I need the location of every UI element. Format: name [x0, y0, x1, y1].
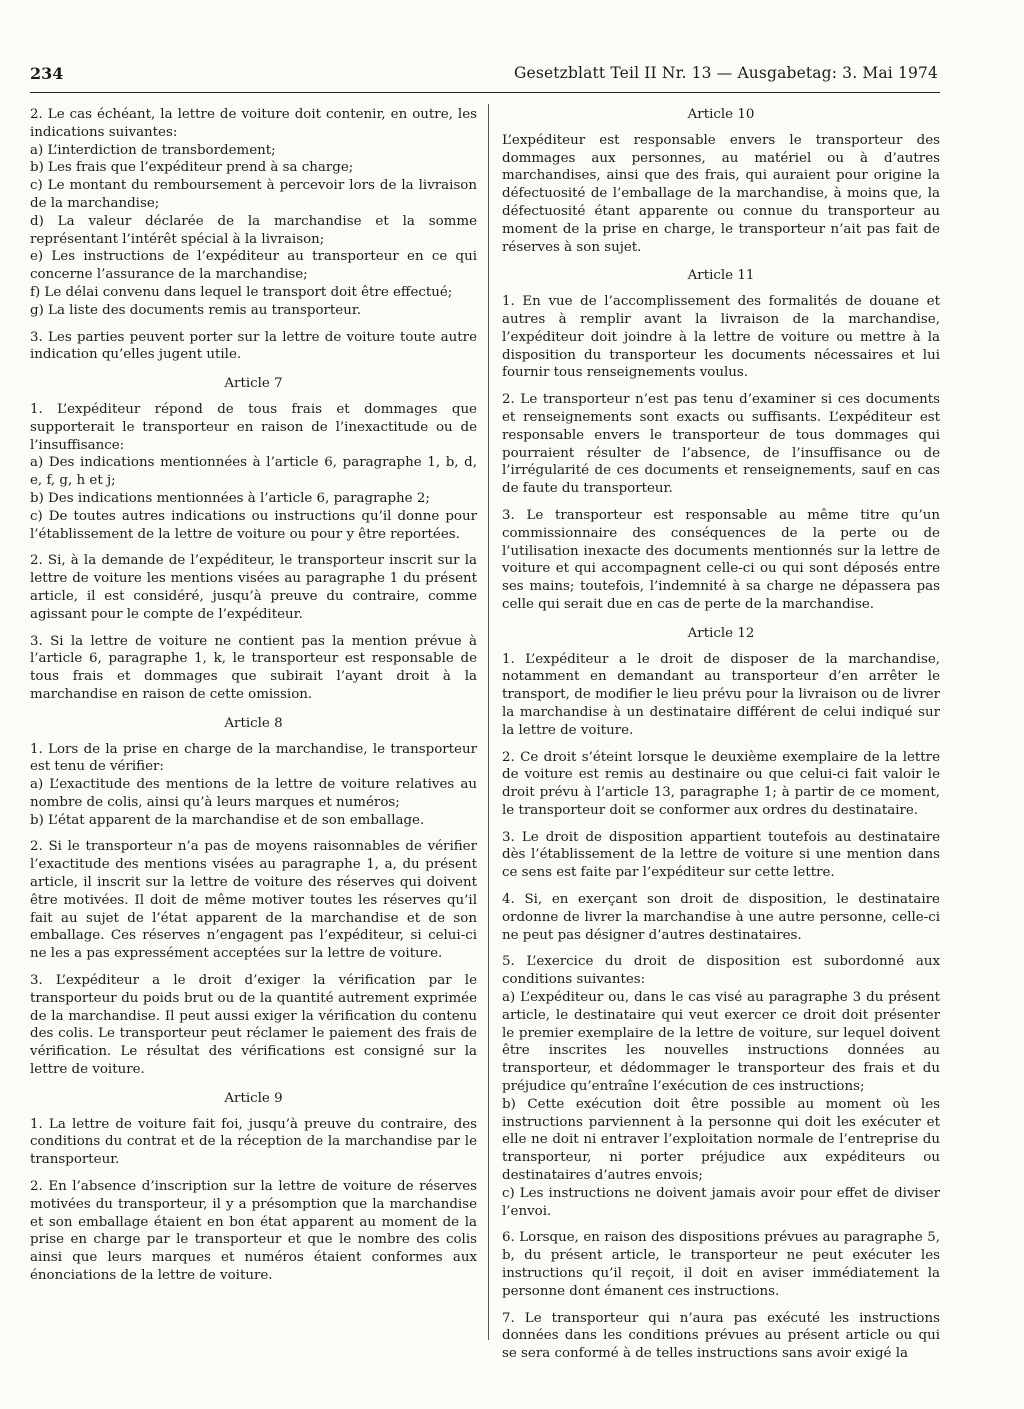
art8-p2: 2. Si le transporteur n’a pas de moyens raisonnables de vérifier l’exactitude des mentions visées au paragraphe 1, a, du présent article, il inscrit sur la lettre de voiture des réserves qui doivent être motivées. Il doit de même motiver toutes les réserves qu’il fait au sujet de l’état apparent de la marchandise et de son emballage. Ces réserves n’engagent pas l’expéditeur, si celui-ci ne les a pas expressément acceptées sur la lettre de voiture.	[30, 839, 477, 962]
art10-p1: L’expéditeur est responsable envers le transporteur des dommages aux personnes, au matériel ou à d’autres marchandises, ainsi que des frais, qui auraient pour origine la défectuosité de l’emballage de la marchandise, à moins que, la défectuosité étant apparente ou connue du transporteur au moment de la prise en charge, le transporteur n’ait pas fait de réserves à son sujet.	[502, 132, 940, 255]
article-7-title: Article 7	[224, 376, 283, 392]
art7-p1: 1. L’expéditeur répond de tous frais et dommages que supporterait le transporteur en raison de l’inexactitude ou de l’insuffisance:	[30, 401, 477, 453]
column-divider	[488, 104, 489, 1340]
art9-p2: 2. En l’absence d’inscription sur la lettre de voiture de réserves motivées du transporteur, il y a présomption que la marchandise et son emballage étaient en bon état apparent au moment de la prise en charge par le transporteur et que le nombre des colis ainsi que leurs marques et numéros étaient conformes aux énonciations de la lettre de voiture.	[30, 1179, 477, 1284]
page-header	[30, 62, 940, 93]
article-11-title: Article 11	[687, 268, 755, 284]
art12-p5-item-c: c) Les instructions ne doivent jamais avoir pour effet de diviser l’envoi.	[502, 1185, 940, 1219]
art6-p2-item-e: e) Les instructions de l’expéditeur au transporteur en ce qui concerne l’assurance de la marchandise;	[30, 249, 477, 283]
art11-p3: 3. Le transporteur est responsable au même titre qu’un commissionnaire des conséquences de la perte ou de l’utilisation inexacte des documents mentionnés sur la lettre de voiture et qui accompagnent celle-ci ou qui sont déposés entre ses mains; toutefois, l’indemnité à sa charge ne dépassera pas celle qui serait due en cas de perte de la marchandise.	[502, 507, 940, 612]
art12-p5-item-b: b) Cette exécution doit être possible au moment où les instructions parviennent à la personne qui doit les exécuter et elle ne doit ni entraver l’exploitation normale de l’entreprise du transporteur, ni porter préjudice aux expéditeurs ou destinataires d’autres envois;	[502, 1096, 940, 1184]
art6-p2-item-f: f) Le délai convenu dans lequel le transport doit être effectué;	[30, 284, 453, 300]
art7-p1-item-c: c) De toutes autres indications ou instructions qu’il donne pour l’établissement de la lettre de voiture ou pour y être reportées.	[30, 508, 477, 542]
art6-p2-item-d: d) La valeur déclarée de la marchandise et la somme représentant l’intérêt spécial à la livraison;	[30, 213, 477, 247]
art6-p2-item-c: c) Le montant du remboursement à percevoir lors de la livraison de la marchandise;	[30, 178, 477, 211]
art7-p1-item-a: a) Des indications mentionnées à l’article 6, paragraphe 1, b, d, e, f, g, h et j;	[30, 455, 477, 489]
art8-p3: 3. L’expéditeur a le droit d’exiger la vérification par le transporteur du poids brut ou de la quantité autrement exprimée de la marchandise. Il peut aussi exiger la vérification du contenu des colis. Le transporteur peut réclamer le paiement des frais de vérification. Le résultat des vérifications est consigné sur la lettre de voiture.	[30, 973, 477, 1078]
art6-p2-item-g: g) La liste des documents remis au transporteur.	[30, 302, 362, 318]
art7-p1-item-b: b) Des indications mentionnées à l’article 6, paragraphe 2;	[30, 490, 430, 506]
art8-p1-item-b: b) L’état apparent de la marchandise et de son emballage.	[30, 812, 425, 828]
art12-p7: 7. Le transporteur qui n’aura pas exécuté les instructions données dans les conditions prévues au présent article ou qui se sera conformé à de telles instructions sans avoir exigé la	[502, 1310, 940, 1362]
art8-p1-item-a: a) L’exactitude des mentions de la lettre de voiture relatives au nombre de colis, ainsi qu’à leurs marques et numéros;	[30, 777, 477, 810]
article-9-title: Article 9	[224, 1090, 283, 1106]
art7-p3: 3. Si la lettre de voiture ne contient pas la mention prévue à l’article 6, paragraphe 1, k, le transporteur est responsable de tous frais et dommages que subirait l’ayant droit à la marchandise en raison de cette omission.	[30, 633, 477, 702]
art6-p3: 3. Les parties peuvent porter sur la lettre de voiture toute autre indication qu’elles jugent utile.	[30, 329, 477, 363]
art9-p1: 1. La lettre de voiture fait foi, jusqu’à preuve du contraire, des conditions du contrat et de la réception de la marchandise par le transporteur.	[30, 1116, 477, 1168]
art12-p3: 3. Le droit de disposition appartient toutefois au destinataire dès l’établissement de la lettre de voiture si une mention dans ce sens est faite par l’expéditeur sur cette lettre.	[502, 829, 940, 881]
art12-p5: 5. L’exercice du droit de disposition est subordonné aux conditions suivantes:	[502, 954, 940, 988]
left-column	[30, 106, 477, 1294]
article-10-title: Article 10	[687, 107, 755, 122]
art12-p2: 2. Ce droit s’éteint lorsque le deuxième exemplaire de la lettre de voiture est remis au destinaire ou que celui-ci fait valoir le droit prévu à l’article 13, paragraphe 1; à partir de ce moment, le transporteur doit se conformer aux ordres du destinataire.	[502, 749, 940, 818]
art11-p2: 2. Le transporteur n’est pas tenu d’examiner si ces documents et renseignements sont exacts ou suffisants. L’expéditeur est responsable envers le transporteur de tous dommages qui pourraient résulter de l’absence, de l’insuffisance ou de l’irrégularité de ces documents et renseignements, sauf en cas de faute du transporteur.	[502, 392, 940, 497]
art6-p2-item-b: b) Les frais que l’expéditeur prend à sa charge;	[30, 160, 354, 176]
art6-p2-item-a: a) L’interdiction de transbordement;	[30, 142, 276, 158]
page-number: 234	[30, 64, 64, 83]
art7-p2: 2. Si, à la demande de l’expéditeur, le transporteur inscrit sur la lettre de voiture les mentions visées au paragraphe 1 du présent article, il est considéré, jusqu’à preuve du contraire, comme agissant pour le compte de l’expéditeur.	[30, 553, 477, 622]
article-12-title: Article 12	[687, 625, 755, 641]
right-column	[502, 106, 940, 1363]
art8-p1: 1. Lors de la prise en charge de la marchandise, le transporteur est tenu de vérifier:	[30, 741, 477, 775]
art12-p6: 6. Lorsque, en raison des dispositions prévues au paragraphe 5, b, du présent article, le transporteur ne peut exécuter les instructions qu’il reçoit, il doit en aviser immédiatement la personne dont émanent ces instructions.	[502, 1230, 940, 1299]
art6-p2-intro: 2. Le cas échéant, la lettre de voiture doit contenir, en outre, les indications suivantes:	[30, 107, 477, 140]
art12-p4: 4. Si, en exerçant son droit de disposition, le destinataire ordonne de livrer la marchandise à une autre personne, celle-ci ne peut pas désigner d’autres destinataires.	[502, 892, 940, 943]
art12-p5-item-a: a) L’expéditeur ou, dans le cas visé au paragraphe 3 du présent article, le destinataire qui veut exercer ce droit doit présenter le premier exemplaire de la lettre de voiture, sur lequel doivent être inscrites les nouvelles instructions données au transporteur, et dédommager le transporteur des frais et du préjudice qu’entraîne l’exécution de ces instructions;	[502, 990, 940, 1095]
art12-p1: 1. L’expéditeur a le droit de disposer de la marchandise, notamment en demandant au transporteur d’en arrêter le transport, de modifier le lieu prévu pour la livraison ou de livrer la marchandise à un destinataire différent de celui indiqué sur la lettre de voiture.	[502, 651, 940, 738]
art11-p1: 1. En vue de l’accomplissement des formalités de douane et autres à remplir avant la livraison de la marchandise, l’expéditeur doit joindre à la lettre de voiture ou mettre à la disposition du transporteur les documents nécessaires et lui fournir tous renseignements voulus.	[502, 294, 940, 381]
article-8-title: Article 8	[224, 715, 283, 731]
running-title: Gesetzblatt Teil II Nr. 13 — Ausgabetag: 3. Mai 1974	[514, 64, 938, 82]
